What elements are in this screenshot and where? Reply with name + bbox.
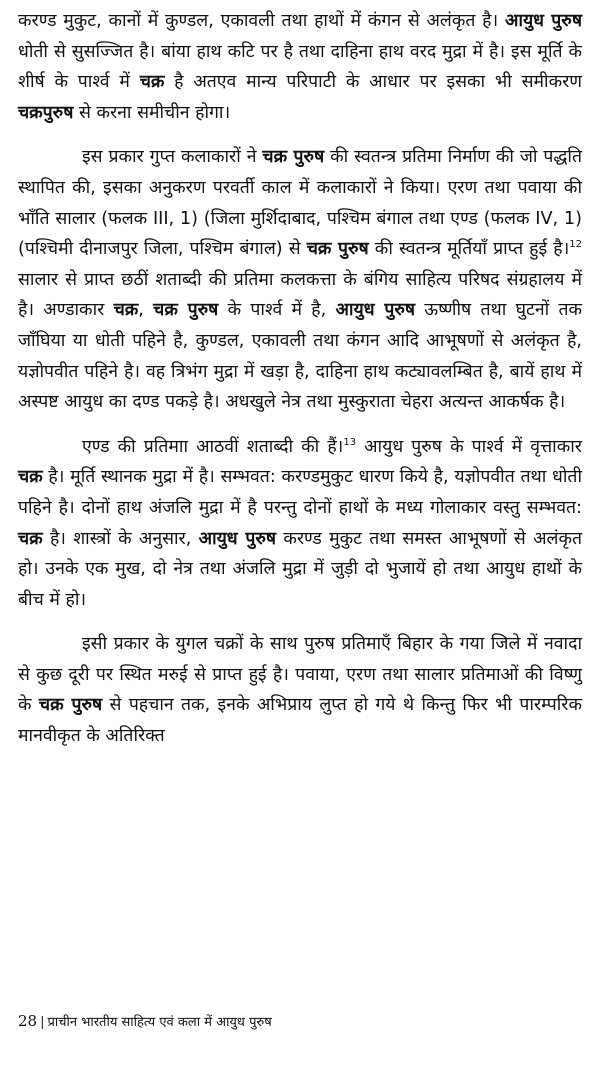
bold-term: चक्र पुरुष <box>262 147 325 168</box>
bold-term: चक्रपुरुष <box>18 102 74 123</box>
footnote-ref: 13 <box>343 436 357 448</box>
book-title: प्राचीन भारतीय साहित्य एवं कला में आयुध पुरुष <box>47 1015 272 1030</box>
text-run: है अतएव मान्य परिपाटी के आधार पर इसका भी समीकरण <box>164 72 583 93</box>
bold-term: चक्र <box>18 467 43 488</box>
bold-term: आयुध पुरुष <box>198 528 277 549</box>
bold-term: चक्र <box>18 528 43 549</box>
text-run: है। मूर्ति स्थानक मुद्रा में है। सम्भवत: करण्डमुकुट धारण किये है, यज्ञोपवीत तथा धोती पहिने है। दोनों हाथ अंजलि मुद्रा में है परन्तु दोनों हाथों के मध्य गोलाकार वस्तु सम्भवत: <box>18 467 582 518</box>
text-run: के पार्श्व में है, <box>218 300 336 321</box>
paragraph-4 <box>18 629 582 751</box>
footer-separator: | <box>40 1015 45 1030</box>
paragraph-2 <box>18 142 582 417</box>
body-text <box>18 6 582 752</box>
bold-term: चक्र पुरुष <box>38 695 103 716</box>
page-number: 28 <box>18 1012 38 1030</box>
paragraph-1 <box>18 6 582 128</box>
text-run: की स्वतन्त्र मूर्तियाँ प्राप्त हुई है। <box>368 239 570 260</box>
bold-term: आयुध पुरुष <box>504 11 582 31</box>
text-run: करण्ड मुकुट तथा समस्त आभूषणों से अलंकृत हो। उनके एक मुख, दो नेत्र तथा अंजलि मुद्रा में जुड़ी दो भुजायें हो तथा आयुध हाथों के बीच में हो। <box>18 528 582 610</box>
bold-term: आयुध पुरुष <box>335 300 416 321</box>
text-run: धोती से सुसज्जित है। बांया हाथ कटि पर है तथा दाहिना हाथ वरद मुद्रा में है। इस मूर्ति के शीर्ष के पार्श्व में <box>18 41 582 93</box>
bold-term: चक्र <box>113 300 139 321</box>
text-run: से पहचान तक, इनके अभिप्राय लुप्त हो गये थे किन्तु फिर भी पारम्परिक मानवीकृत के अतिरिक्त <box>18 695 582 747</box>
page-footer <box>18 1012 272 1030</box>
text-run: करण्ड मुकुट, कानों में कुण्डल, एकावली तथा हाथों में कंगन से अलंकृत है। <box>18 11 505 31</box>
footnote-ref: 12 <box>569 239 582 251</box>
text-run: इसी प्रकार के युगल चक्रों के साथ पुरुष प्रतिमाएँ बिहार के गया जिले में नवादा से कुछ दूरी पर स्थित मरुई से प्राप्त हुई है। पवाया, एरण तथा सालार प्रतिमाओं की विष्णु के <box>18 634 582 716</box>
text-run: इस प्रकार गुप्त कलाकारों ने <box>82 147 263 168</box>
text-run: , <box>138 300 154 321</box>
text-run: से करना समीचीन होगा। <box>73 102 231 123</box>
bold-term: चक्र <box>139 72 165 93</box>
text-run: आयुध पुरुष के पार्श्व में वृत्ताकार <box>356 436 582 457</box>
text-run: है। शास्त्रों के अनुसार, <box>42 528 199 549</box>
text-run: सालार से प्राप्त छठीं शताब्दी की प्रतिमा कलकत्ता के बंगिय साहित्य परिषद संग्रहालय में है। अण्डाकार <box>18 269 582 321</box>
text-run: की स्वतन्त्र प्रतिमा निर्माण की जो पद्धति स्थापित की, इसका अनुकरण परवर्ती काल में कलाकारों ने किया। एरण तथा पवाया की भाँति सालार (फलक III, 1) (जिला मुर्शिदाबाद, पश्चिम बंगाल तथा एण्ड (फलक IV, 1) (पश्चिमी दीनाजपुर जिला, पश्चिम बंगाल) से <box>18 147 582 260</box>
bold-term: चक्र पुरुष <box>306 239 369 260</box>
text-run: ऊष्णीष तथा घुटनों तक जाँघिया या धोती पहिने है, कुण्डल, एकावली तथा कंगन आदि आभूषणों से अलंकृत है, यज्ञोपवीत पहिने है। वह त्रिभंग मुद्रा में खड़ा है, दाहिना हाथ कट्यावलम्बित है, बायें हाथ में अस्पष्ट आयुध का दण्ड पकड़े है। अधखुले नेत्र तथा मुस्कुराता चेहरा अत्यन्त आकर्षक है। <box>18 300 582 413</box>
text-run: एण्ड की प्रतिमाा आठवीं शताब्दी की हैं। <box>82 436 344 457</box>
paragraph-3 <box>18 432 582 616</box>
bold-term: चक्र पुरुष <box>153 300 219 321</box>
